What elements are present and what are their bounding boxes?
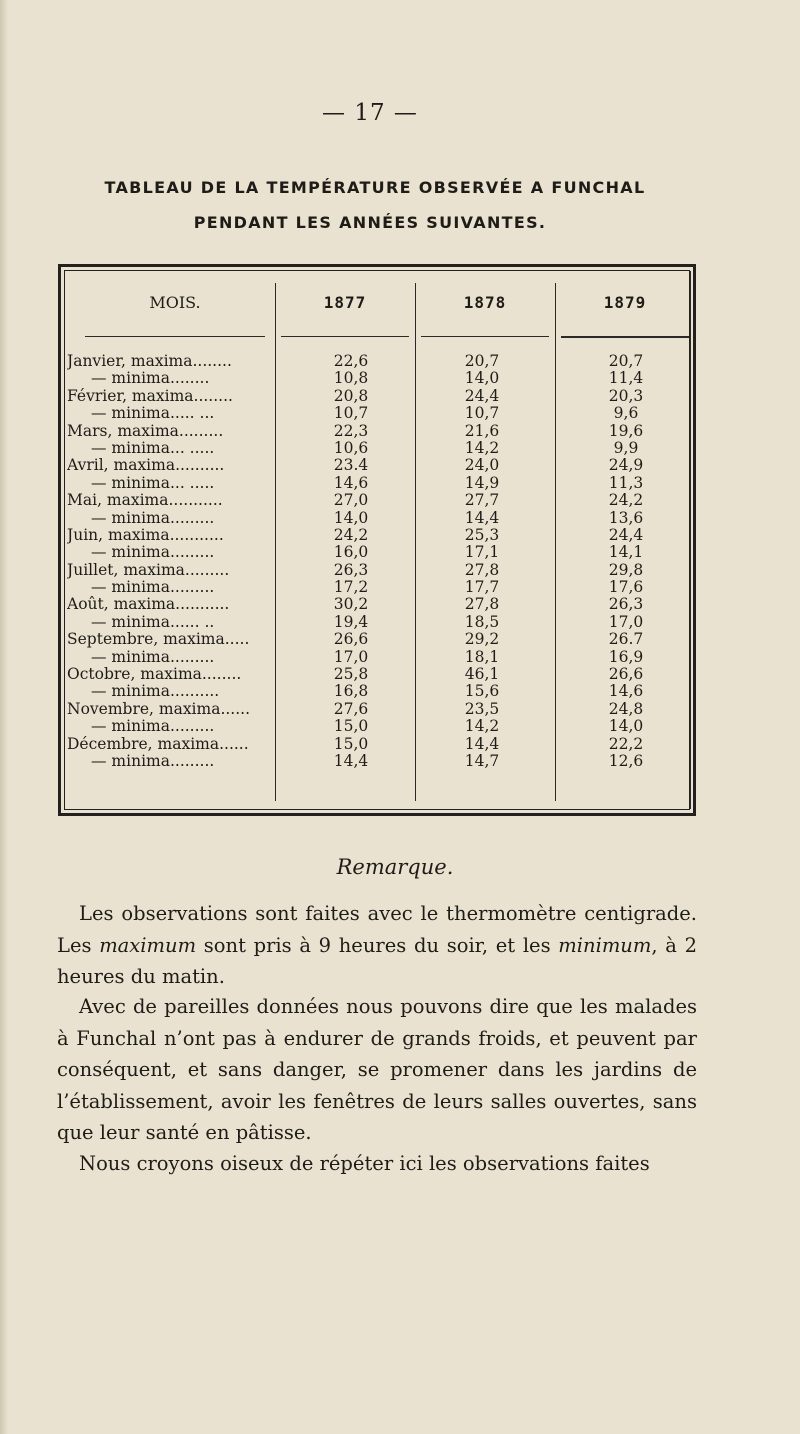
row-label: Décembre, maxima...... — [67, 735, 249, 753]
cell-1878: 27,8 — [464, 595, 500, 614]
header-rule — [421, 336, 549, 337]
cell-1879: 13,6 — [608, 508, 644, 527]
p1-text-a: Les observations sont faites avec le thermomètre centigrade. Les — [57, 902, 697, 957]
cell-1879: 9,6 — [613, 404, 639, 423]
table-row — [65, 701, 689, 718]
cell-1879: 26,3 — [608, 595, 644, 614]
row-label: Juin, maxima........... — [67, 526, 224, 544]
row-label: Novembre, maxima...... — [67, 700, 251, 718]
row-label: Mars, maxima......... — [67, 422, 224, 440]
table-row — [65, 492, 689, 509]
row-label: — minima........ — [91, 370, 210, 388]
cell-1878: 29,2 — [464, 630, 500, 649]
table-row — [65, 562, 689, 579]
table-row — [65, 683, 689, 700]
cell-1878: 14,4 — [464, 734, 500, 753]
table-row — [65, 405, 689, 422]
cell-1878: 15,6 — [464, 682, 500, 701]
header-rule — [561, 336, 689, 338]
cell-1878: 18,5 — [464, 612, 500, 631]
cell-1877: 10,7 — [333, 404, 369, 423]
cell-1877: 15,0 — [333, 717, 369, 736]
page-number: — 17 — — [322, 100, 418, 126]
p2-text: Avec de pareilles données nous pouvons dire que les malades à Funchal n’ont pas à endurer de grands froids, et peuvent par conséquent, et sans danger, se promener dans les jardins de l’établissement, avoir les fenêtres de leurs salles ouvertes, sans que leur santé en pâtisse. — [57, 995, 697, 1144]
table-row — [65, 353, 689, 370]
cell-1878: 14,9 — [464, 473, 500, 492]
table-row — [65, 666, 689, 683]
cell-1877: 14,0 — [333, 508, 369, 527]
cell-1879: 22,2 — [608, 734, 644, 753]
header-rule — [281, 336, 409, 337]
row-label: Août, maxima........... — [67, 596, 230, 614]
row-label: — minima......... — [91, 509, 215, 527]
row-label: — minima......... — [91, 648, 215, 666]
table-row — [65, 423, 689, 440]
cell-1877: 16,0 — [333, 543, 369, 562]
cell-1877: 14,6 — [333, 473, 369, 492]
cell-1878: 27,7 — [464, 491, 500, 510]
table-body — [65, 353, 689, 770]
row-label: — minima.......... — [91, 683, 220, 701]
table-row — [65, 631, 689, 648]
row-label: Juillet, maxima......... — [67, 561, 230, 579]
cell-1878: 14,0 — [464, 369, 500, 388]
cell-1879: 12,6 — [608, 751, 644, 770]
cell-1877: 14,4 — [333, 751, 369, 770]
cell-1877: 10,8 — [333, 369, 369, 388]
table-row — [65, 736, 689, 753]
table-row — [65, 370, 689, 387]
cell-1877: 24,2 — [333, 525, 369, 544]
row-label: — minima...... .. — [91, 613, 215, 631]
cell-1878: 10,7 — [464, 404, 500, 423]
cell-1879: 17,0 — [608, 612, 644, 631]
cell-1879: 29,8 — [608, 560, 644, 579]
header-1879: 1879 — [603, 293, 647, 312]
row-label: — minima..... ... — [91, 405, 215, 423]
cell-1878: 27,8 — [464, 560, 500, 579]
paragraph-1 — [57, 898, 697, 993]
cell-1878: 46,1 — [464, 665, 500, 684]
cell-1878: 21,6 — [464, 421, 500, 440]
cell-1879: 24,8 — [608, 699, 644, 718]
table-row — [65, 649, 689, 666]
cell-1879: 24,9 — [608, 456, 644, 475]
row-label: Février, maxima........ — [67, 387, 233, 405]
row-label: — minima... ..... — [91, 474, 215, 492]
cell-1879: 17,6 — [608, 578, 644, 597]
cell-1879: 11,3 — [608, 473, 644, 492]
table-row — [65, 753, 689, 770]
remark-heading: Remarque. — [336, 855, 454, 879]
table-row — [65, 475, 689, 492]
p1-maximum: maximum — [99, 933, 197, 957]
cell-1879: 19,6 — [608, 421, 644, 440]
table-row — [65, 544, 689, 561]
row-label: — minima......... — [91, 718, 215, 736]
table-row — [65, 510, 689, 527]
row-label: Janvier, maxima........ — [67, 353, 232, 370]
cell-1877: 27,6 — [333, 699, 369, 718]
cell-1877: 17,2 — [333, 578, 369, 597]
table-row — [65, 527, 689, 544]
table-inner-border — [64, 270, 690, 810]
cell-1878: 14,2 — [464, 717, 500, 736]
cell-1878: 14,4 — [464, 508, 500, 527]
cell-1879: 20,3 — [608, 386, 644, 405]
cell-1877: 22,6 — [333, 352, 369, 370]
cell-1877: 27,0 — [333, 491, 369, 510]
p1-minimum: minimum — [558, 933, 652, 957]
header-mois: MOIS. — [149, 293, 201, 312]
cell-1879: 16,9 — [608, 647, 644, 666]
table-row — [65, 388, 689, 405]
table-row — [65, 614, 689, 631]
cell-1878: 23,5 — [464, 699, 500, 718]
table-row — [65, 718, 689, 735]
table-row — [65, 579, 689, 596]
row-label: — minima......... — [91, 544, 215, 562]
cell-1877: 17,0 — [333, 647, 369, 666]
cell-1877: 16,8 — [333, 682, 369, 701]
cell-1877: 26,3 — [333, 560, 369, 579]
cell-1877: 10,6 — [333, 438, 369, 457]
cell-1879: 26.7 — [608, 630, 644, 649]
header-1877: 1877 — [323, 293, 367, 312]
row-label: — minima......... — [91, 752, 215, 770]
p1-text-b: sont pris à 9 heures du soir, et les — [196, 933, 559, 957]
cell-1877: 23.4 — [333, 456, 369, 475]
cell-1878: 25,3 — [464, 525, 500, 544]
cell-1877: 19,4 — [333, 612, 369, 631]
cell-1879: 20,7 — [608, 352, 644, 370]
row-label: Septembre, maxima..... — [67, 631, 250, 649]
header-1878: 1878 — [463, 293, 507, 312]
p3-text: Nous croyons oiseux de répéter ici les observations faites — [79, 1152, 650, 1175]
cell-1879: 11,4 — [608, 369, 644, 388]
row-label: — minima... ..... — [91, 439, 215, 457]
cell-1879: 24,4 — [608, 525, 644, 544]
cell-1878: 17,7 — [464, 578, 500, 597]
cell-1879: 26,6 — [608, 665, 644, 684]
cell-1878: 14,2 — [464, 438, 500, 457]
row-label: Avril, maxima.......... — [67, 457, 225, 475]
paragraph-3 — [57, 1148, 697, 1180]
cell-1877: 20,8 — [333, 386, 369, 405]
table-row — [65, 596, 689, 613]
cell-1878: 24,0 — [464, 456, 500, 475]
table-row — [65, 440, 689, 457]
cell-1879: 14,1 — [608, 543, 644, 562]
header-rule — [85, 336, 265, 337]
table-row — [65, 457, 689, 474]
cell-1877: 15,0 — [333, 734, 369, 753]
cell-1878: 18,1 — [464, 647, 500, 666]
cell-1877: 30,2 — [333, 595, 369, 614]
paragraph-2 — [57, 991, 697, 1149]
cell-1878: 20,7 — [464, 352, 500, 370]
cell-1879: 14,6 — [608, 682, 644, 701]
cell-1878: 17,1 — [464, 543, 500, 562]
cell-1877: 22,3 — [333, 421, 369, 440]
cell-1879: 9,9 — [613, 438, 639, 457]
row-label: Octobre, maxima........ — [67, 666, 242, 684]
temperature-table — [58, 264, 696, 816]
cell-1878: 24,4 — [464, 386, 500, 405]
table-title-line2: PENDANT LES ANNÉES SUIVANTES. — [193, 213, 547, 232]
row-label: Mai, maxima........... — [67, 492, 223, 510]
row-label: — minima......... — [91, 579, 215, 597]
cell-1877: 26,6 — [333, 630, 369, 649]
p1-text-c: , à 2 heures du matin. — [57, 933, 697, 988]
cell-1878: 14,7 — [464, 751, 500, 770]
column-divider — [690, 271, 691, 809]
cell-1877: 25,8 — [333, 665, 369, 684]
cell-1879: 24,2 — [608, 491, 644, 510]
table-title-line1: TABLEAU DE LA TEMPÉRATURE OBSERVÉE A FUNCHAL — [104, 178, 646, 197]
cell-1879: 14,0 — [608, 717, 644, 736]
